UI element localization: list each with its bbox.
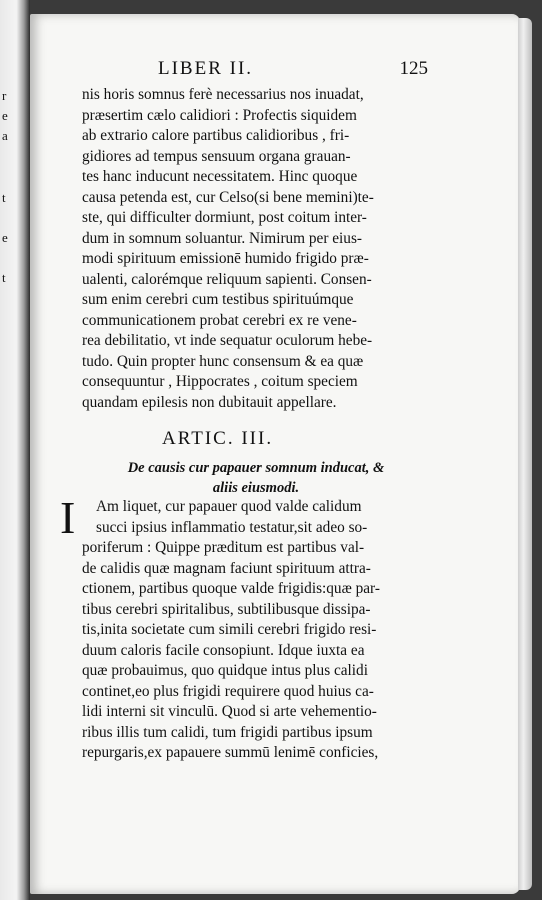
left-page-fragment: t [2, 270, 6, 285]
page-header [158, 58, 428, 84]
text-line: ribus illis tum calidi, tum frigidi partibus ipsum [82, 723, 373, 741]
article-heading: ARTIC. III. [162, 428, 274, 449]
text-line: repurgaris,ex papauere summū lenimē conficies, [82, 744, 379, 761]
left-page-fragment: a [2, 128, 8, 143]
left-page-edge [0, 0, 30, 900]
text-line: quandam epilesis non dubitauit appellare. [82, 393, 337, 411]
text-line: consequuntur , Hippocrates , coitum speciem [82, 373, 358, 390]
text-line: tis,inita societate cum simili cerebri frigido resi- [82, 621, 377, 638]
text-line: ctionem, partibus quoque valde frigidis:quæ par- [82, 580, 380, 597]
article-subtitle [96, 458, 416, 498]
text-line: quæ probauimus, quo quidque intus plus calidi [82, 662, 368, 679]
text-line: ualenti, calorémque reliquum sapienti. Consen- [82, 270, 372, 288]
text-line: causa petenda est, cur Celso(si bene memini)te- [82, 188, 374, 206]
left-page-fragment: t [2, 190, 6, 205]
text-line: duum caloris facile consopiunt. Idque iuxta ea [82, 641, 365, 659]
text-line: Am liquet, cur papauer quod valde calidum [96, 498, 362, 515]
text-line: modi spirituum emissionē humido frigido præ- [82, 250, 369, 267]
text-line: præsertim cælo calidiori : Profectis siquidem [82, 106, 357, 124]
text-line: dum in somnum soluantur. Nimirum per eius- [82, 229, 362, 247]
text-line: continet,eo plus frigidi requirere quod huius ca- [82, 682, 374, 700]
paragraph-2 [82, 497, 418, 764]
text-line: tudo. Quin propter hunc consensum & ea quæ [82, 352, 364, 370]
subtitle-line: aliis eiusmodi. [212, 480, 300, 496]
text-line: ste, qui difficulter dormiunt, post coitum inter- [82, 209, 367, 226]
text-line: gidiores ad tempus sensuum organa grauan- [82, 147, 351, 165]
text-line: tes hanc inducunt necessitatem. Hinc quoque [82, 168, 358, 185]
text-line: rea debilitatio, vt inde sequatur oculorum hebe- [82, 332, 373, 349]
left-page-fragment: e [2, 230, 8, 245]
running-title: LIBER II. [158, 58, 254, 79]
text-line: poriferum : Quippe præditum est partibus val- [82, 539, 365, 556]
text-line: lidi interni sit vinculū. Quod si arte vehementio- [82, 703, 377, 720]
left-page-fragment: e [2, 108, 8, 123]
drop-cap: I [60, 492, 76, 543]
text-line: communicationem probat cerebri ex re vene- [82, 311, 357, 329]
left-page-fragment: r [2, 88, 7, 103]
text-line: de calidis quæ magnam faciunt spirituum attra- [82, 559, 371, 577]
paragraph-1 [82, 85, 418, 413]
text-line: sum enim cerebri cum testibus spirituúmque [82, 291, 354, 308]
text-line: ab extrario calore partibus calidioribus , fri- [82, 127, 350, 144]
page-number: 125 [399, 58, 428, 79]
text-line: tibus cerebri spiritalibus, subtilibusque dissipa- [82, 600, 371, 618]
text-line: succi ipsius inflammatio testatur,sit adeo so- [96, 518, 368, 536]
subtitle-line: De causis cur papauer somnum inducat, & [127, 460, 385, 476]
page-right-edge [518, 18, 532, 890]
text-line: nis horis somnus ferè necessarius nos inuadat, [82, 86, 364, 103]
